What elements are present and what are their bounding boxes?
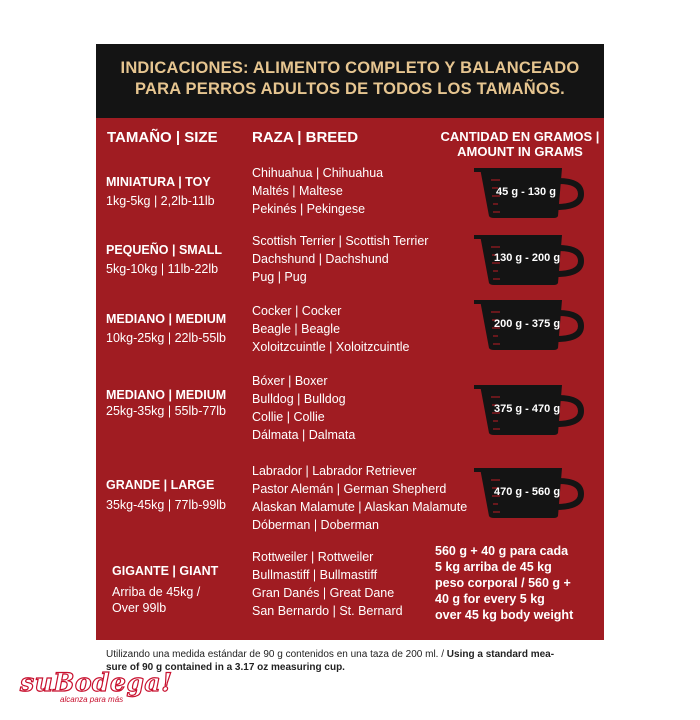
- row-weight-medium-1: 10kg-25kg | 22lb-55lb: [106, 331, 226, 345]
- header-title-line1: INDICACIONES: ALIMENTO COMPLETO Y BALANCEADO: [120, 59, 580, 77]
- row-size-small: PEQUEÑO | SMALL: [106, 243, 223, 257]
- row-weight-large: 35kg-45kg | 77lb-99lb: [106, 498, 226, 512]
- breed-item: San Bernardo | St. Bernard: [252, 604, 403, 618]
- breed-item: Pug | Pug: [252, 270, 307, 284]
- row-weight-toy: 1kg-5kg | 2,2lb-11lb: [106, 194, 215, 208]
- giant-amount-text: [435, 543, 573, 623]
- breed-item: Dálmata | Dalmata: [252, 428, 356, 442]
- giant-amount-line: 40 g for every 5 kg: [435, 592, 545, 606]
- footnote-english-end: sure of 90 g contained in a 3.17 oz measuring cup.: [106, 662, 345, 673]
- cup-amount-large: 470 g - 560 g: [494, 486, 561, 498]
- cup-amount-toy: 45 g - 130 g: [496, 186, 556, 198]
- breed-item: Dóberman | Doberman: [252, 518, 379, 532]
- breed-item: Chihuahua | Chihuahua: [252, 166, 384, 180]
- breed-item: Alaskan Malamute | Alaskan Malamute: [252, 500, 468, 514]
- column-header-amount-es: CANTIDAD EN GRAMOS |: [440, 129, 600, 144]
- header-title-line2: PARA PERROS ADULTOS DE TODOS LOS TAMAÑOS.: [135, 80, 565, 98]
- giant-amount-line: over 45 kg body weight: [435, 608, 574, 622]
- cup-amount-medium-2: 375 g - 470 g: [494, 403, 561, 415]
- footnote-english-start: Using a standard mea-: [446, 649, 555, 660]
- row-weight-medium-2: 25kg-35kg | 55lb-77lb: [106, 404, 226, 418]
- breed-item: Labrador | Labrador Retriever: [252, 464, 417, 478]
- subodega-logo: [20, 668, 173, 704]
- giant-amount-line: peso corporal / 560 g +: [435, 576, 571, 590]
- row-size-medium-2: MEDIANO | MEDIUM: [106, 388, 227, 402]
- giant-weight-line2: Over 99lb: [112, 601, 167, 615]
- breed-item: Dachshund | Dachshund: [252, 252, 389, 266]
- breed-item: Bullmastiff | Bullmastiff: [252, 568, 378, 582]
- breed-item: Pastor Alemán | German Shepherd: [252, 482, 447, 496]
- logo-tagline: alcanza para más: [60, 695, 124, 704]
- giant-weight-line1: Arriba de 45kg /: [112, 585, 201, 599]
- measurement-footnote: [106, 648, 606, 674]
- breed-item: Xoloitzcuintle | Xoloitzcuintle: [252, 340, 410, 354]
- row-size-giant: GIGANTE | GIANT: [112, 564, 219, 578]
- breed-item: Bóxer | Boxer: [252, 374, 328, 388]
- breed-item: Maltés | Maltese: [252, 184, 343, 198]
- breed-item: Rottweiler | Rottweiler: [252, 550, 374, 564]
- row-weight-small: 5kg-10kg | 11lb-22lb: [106, 262, 219, 276]
- row-size-large: GRANDE | LARGE: [106, 478, 215, 492]
- breed-item: Scottish Terrier | Scottish Terrier: [252, 234, 429, 248]
- row-weight-giant: [112, 584, 200, 616]
- giant-amount-line: 560 g + 40 g para cada: [435, 544, 569, 558]
- column-header-size: TAMAÑO | SIZE: [107, 129, 218, 146]
- breed-item: Beagle | Beagle: [252, 322, 341, 336]
- row-size-toy: MINIATURA | TOY: [106, 175, 211, 189]
- breed-item: Pekinés | Pekingese: [252, 202, 366, 216]
- breed-item: Cocker | Cocker: [252, 304, 342, 318]
- logo-wordmark: suBodega!: [20, 668, 173, 697]
- column-header-breed: RAZA | BREED: [252, 129, 359, 146]
- column-header-amount-en: AMOUNT IN GRAMS: [457, 144, 583, 159]
- breed-item: Gran Danés | Great Dane: [252, 586, 395, 600]
- cup-amount-small: 130 g - 200 g: [494, 252, 561, 264]
- breed-item: Bulldog | Bulldog: [252, 392, 346, 406]
- feeding-guide-panel: [96, 44, 604, 640]
- footnote-spanish: Utilizando una medida estándar de 90 g contenidos en una taza de 200 ml. /: [106, 649, 447, 660]
- giant-amount-line: 5 kg arriba de 45 kg: [435, 560, 552, 574]
- breed-item: Collie | Collie: [252, 410, 325, 424]
- cup-amount-medium-1: 200 g - 375 g: [494, 318, 561, 330]
- row-size-medium-1: MEDIANO | MEDIUM: [106, 312, 227, 326]
